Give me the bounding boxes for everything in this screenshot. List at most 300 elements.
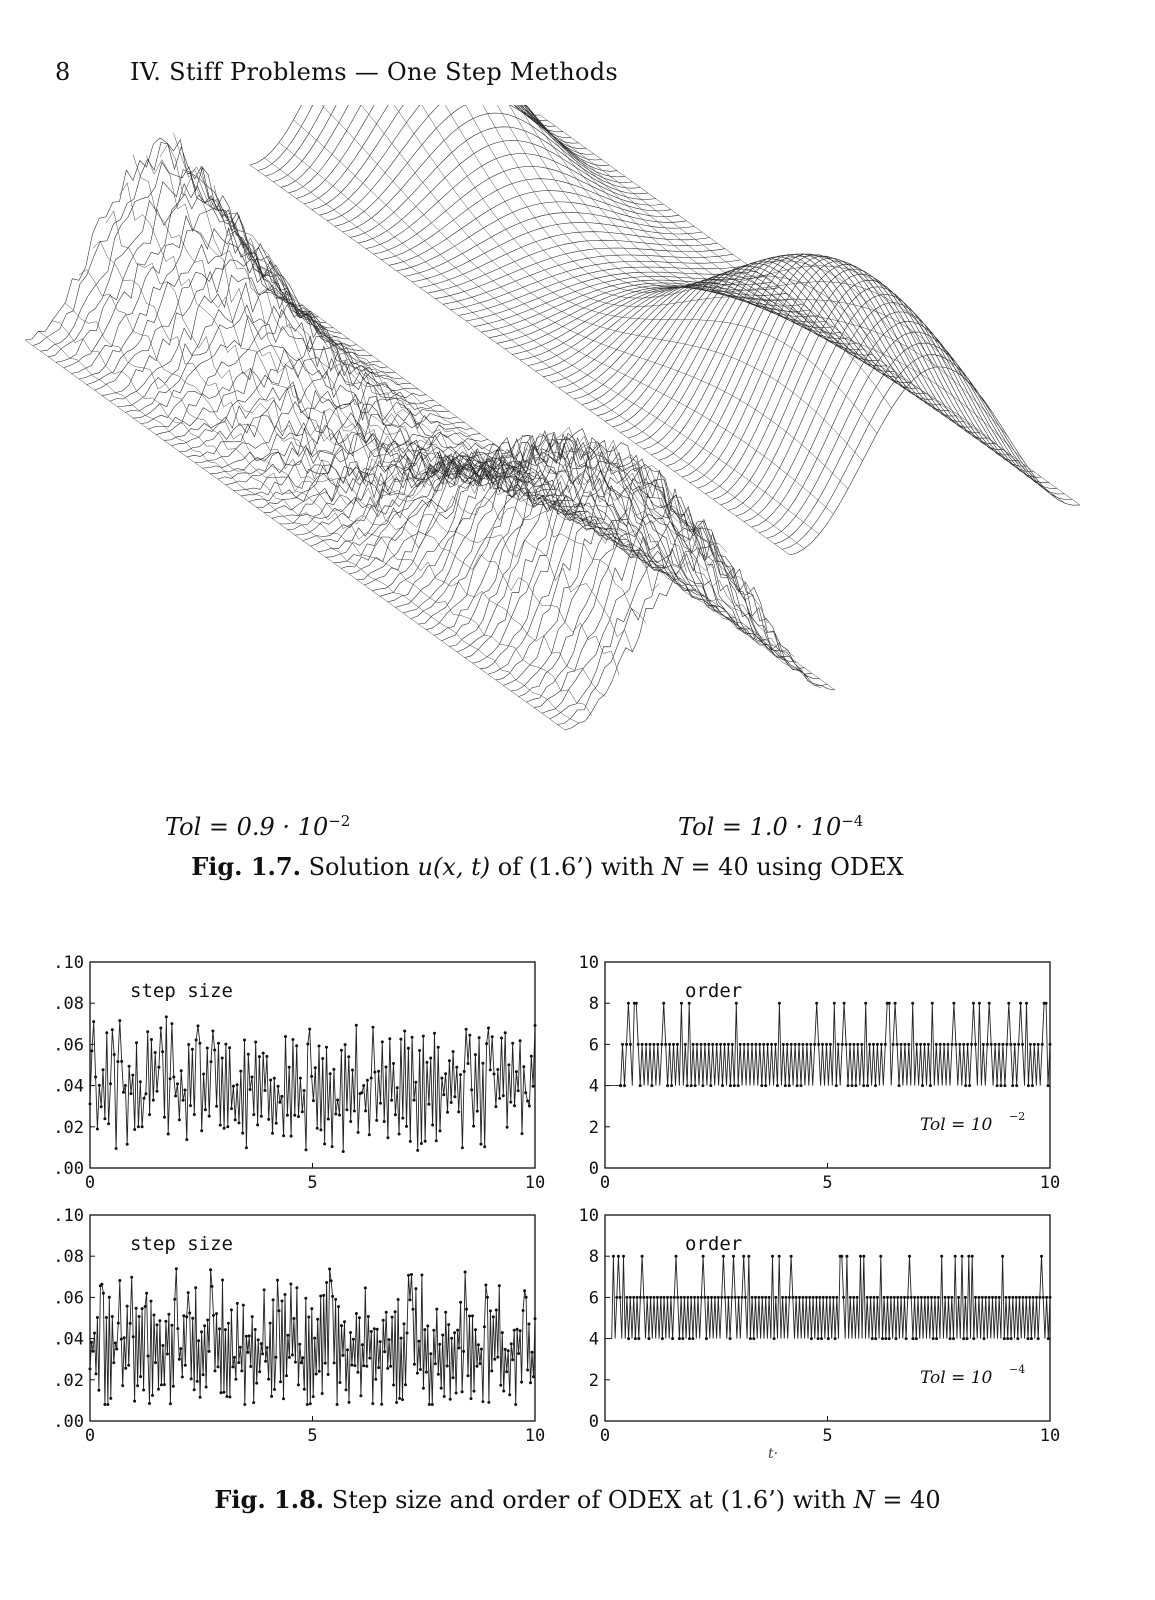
data-point: [352, 1338, 355, 1341]
data-point: [187, 1291, 190, 1294]
data-point: [202, 1073, 205, 1076]
data-point: [412, 1308, 415, 1311]
data-point: [291, 1353, 294, 1356]
y-tick-label: .08: [53, 1247, 84, 1268]
data-point: [221, 1057, 224, 1060]
data-point: [400, 1337, 403, 1340]
data-point: [856, 1043, 859, 1046]
data-point: [89, 1367, 92, 1370]
data-point: [197, 1339, 200, 1342]
data-point: [424, 1140, 427, 1143]
data-point: [98, 1084, 101, 1087]
data-point: [115, 1147, 118, 1150]
data-point: [683, 1296, 686, 1299]
data-point: [900, 1296, 903, 1299]
data-point: [157, 1388, 160, 1391]
data-point: [453, 1331, 456, 1334]
data-point: [663, 1296, 666, 1299]
data-point: [672, 1043, 675, 1046]
data-point: [156, 1090, 159, 1093]
data-point: [343, 1320, 346, 1323]
data-point: [873, 1296, 876, 1299]
data-point: [747, 1255, 750, 1258]
data-point: [880, 1043, 883, 1046]
data-point: [952, 1337, 955, 1340]
data-point: [528, 1105, 531, 1108]
data-point: [669, 1296, 672, 1299]
data-point: [422, 1387, 425, 1390]
data-point: [322, 1294, 325, 1297]
data-point: [502, 1094, 505, 1097]
data-point: [731, 1043, 734, 1046]
caption-text: Solution: [300, 853, 418, 881]
data-point: [647, 1337, 650, 1340]
data-point: [392, 1384, 395, 1387]
data-point: [782, 1043, 785, 1046]
data-point: [332, 1068, 335, 1071]
data-point: [440, 1077, 443, 1080]
data-point: [109, 1397, 112, 1400]
data-point: [866, 1084, 869, 1087]
data-point: [109, 1082, 112, 1085]
data-point: [801, 1296, 804, 1299]
data-point: [921, 1084, 924, 1087]
data-point: [437, 1373, 440, 1376]
data-point: [1025, 1296, 1028, 1299]
data-point: [741, 1296, 744, 1299]
data-point: [484, 1284, 487, 1287]
data-point: [182, 1099, 185, 1102]
data-point: [220, 1391, 223, 1394]
data-point: [1021, 1296, 1024, 1299]
data-point: [1049, 1296, 1052, 1299]
data-point: [670, 1084, 673, 1087]
data-point: [307, 1316, 310, 1319]
data-point: [444, 1311, 447, 1314]
data-point: [211, 1030, 214, 1033]
data-point: [847, 1084, 850, 1087]
data-point: [852, 1296, 855, 1299]
data-point: [1017, 1043, 1020, 1046]
data-point: [476, 1365, 479, 1368]
data-point: [107, 1122, 110, 1125]
data-point: [173, 1298, 176, 1301]
data-point: [380, 1403, 383, 1406]
data-point: [1011, 1296, 1014, 1299]
data-point: [237, 1361, 240, 1364]
data-point: [498, 1097, 501, 1100]
data-point: [249, 1365, 252, 1368]
data-point: [409, 1298, 412, 1301]
x-tick-label: 10: [524, 1173, 546, 1193]
data-point: [676, 1296, 679, 1299]
data-point: [144, 1305, 147, 1308]
data-point: [442, 1093, 445, 1096]
data-point: [809, 1043, 812, 1046]
data-point: [312, 1395, 315, 1398]
y-tick-label: .00: [53, 1159, 84, 1179]
x-tick-label: 0: [84, 1173, 96, 1193]
data-point: [389, 1365, 392, 1368]
data-point: [516, 1328, 519, 1331]
data-point: [751, 1043, 754, 1046]
data-point: [226, 1125, 229, 1128]
data-point: [121, 1384, 124, 1387]
data-point: [908, 1255, 911, 1258]
data-point: [717, 1296, 720, 1299]
data-point: [680, 1002, 683, 1005]
data-point: [662, 1002, 665, 1005]
data-point: [525, 1296, 528, 1299]
data-point: [944, 1296, 947, 1299]
data-point: [308, 1028, 311, 1031]
data-point: [637, 1337, 640, 1340]
data-point: [705, 1337, 708, 1340]
data-point: [206, 1319, 209, 1322]
data-point: [862, 1084, 865, 1087]
data-point: [239, 1346, 242, 1349]
data-point: [319, 1128, 322, 1131]
data-point: [954, 1043, 957, 1046]
data-point: [886, 1296, 889, 1299]
data-point: [281, 1300, 284, 1303]
data-point: [163, 1383, 166, 1386]
page-number: 8: [55, 58, 71, 86]
data-point: [821, 1043, 824, 1046]
running-head: IV. Stiff Problems — One Step Methods: [130, 58, 619, 86]
data-point: [742, 1255, 745, 1258]
data-point: [522, 1309, 525, 1312]
data-point: [318, 1045, 321, 1048]
data-point: [120, 1060, 123, 1063]
data-point: [744, 1296, 747, 1299]
data-point: [147, 1355, 150, 1358]
data-point: [252, 1113, 255, 1116]
data-point: [915, 1043, 918, 1046]
x-tick-label: 5: [307, 1426, 318, 1446]
data-point: [947, 1296, 950, 1299]
data-point: [218, 1327, 221, 1330]
data-point: [111, 1028, 114, 1031]
data-point: [888, 1337, 891, 1340]
data-point: [694, 1084, 697, 1087]
data-point: [345, 1388, 348, 1391]
data-point: [157, 1066, 160, 1069]
data-point: [455, 1066, 458, 1069]
caption-label: Fig. 1.8.: [214, 1485, 325, 1514]
data-point: [403, 1322, 406, 1325]
data-point: [492, 1315, 495, 1318]
data-point: [372, 1026, 375, 1029]
data-point: [845, 1043, 848, 1046]
data-point: [397, 1298, 400, 1301]
data-point: [425, 1371, 428, 1374]
data-point: [111, 1315, 114, 1318]
data-point: [619, 1296, 622, 1299]
data-point: [419, 1368, 422, 1371]
data-point: [191, 1317, 194, 1320]
data-point: [1013, 1043, 1016, 1046]
data-point: [184, 1364, 187, 1367]
data-point: [223, 1127, 226, 1130]
data-point: [388, 1338, 391, 1341]
data-point: [949, 1337, 952, 1340]
data-point: [284, 1035, 287, 1038]
data-point: [399, 1038, 402, 1041]
data-point: [426, 1325, 429, 1328]
data-point: [829, 1296, 832, 1299]
data-point: [444, 1072, 447, 1075]
data-point: [373, 1327, 376, 1330]
data-point: [495, 1309, 498, 1312]
data-point: [264, 1360, 267, 1363]
data-point: [130, 1276, 133, 1279]
caption-math: N: [853, 1486, 875, 1514]
data-point: [174, 1095, 177, 1098]
x-tick-label: 0: [84, 1426, 96, 1446]
data-point: [217, 1365, 220, 1368]
data-point: [935, 1043, 938, 1046]
data-point: [493, 1358, 496, 1361]
data-point: [524, 1091, 527, 1094]
chart-svg: [30, 950, 560, 1200]
data-point: [117, 1322, 120, 1325]
data-point: [923, 1296, 926, 1299]
data-point: [883, 1296, 886, 1299]
data-point: [1035, 1296, 1038, 1299]
data-point: [435, 1139, 438, 1142]
data-point: [691, 1337, 694, 1340]
data-point: [95, 1372, 98, 1375]
data-point: [432, 1329, 435, 1332]
data-point: [336, 1403, 339, 1406]
data-point: [733, 1084, 736, 1087]
data-point: [1003, 1337, 1006, 1340]
data-point: [972, 1337, 975, 1340]
data-point: [1005, 1296, 1008, 1299]
data-point: [467, 1062, 470, 1065]
data-point: [189, 1104, 192, 1107]
data-point: [383, 1120, 386, 1123]
data-point: [507, 1063, 510, 1066]
data-point: [185, 1138, 188, 1141]
data-point: [100, 1283, 103, 1286]
data-point: [124, 1084, 127, 1087]
surface-left-mesh: [25, 133, 835, 730]
data-point: [983, 1337, 986, 1340]
data-point: [929, 1084, 932, 1087]
caption-label: Fig. 1.7.: [191, 852, 301, 881]
data-point: [773, 1337, 776, 1340]
data-point: [660, 1043, 663, 1046]
data-point: [919, 1043, 922, 1046]
data-point: [159, 1027, 162, 1030]
data-point: [364, 1286, 367, 1289]
data-point: [688, 1337, 691, 1340]
data-point: [190, 1377, 193, 1380]
data-point: [422, 1035, 425, 1038]
data-point: [517, 1352, 520, 1355]
data-point: [641, 1043, 644, 1046]
data-point: [615, 1296, 618, 1299]
data-point: [230, 1308, 233, 1311]
data-point: [1030, 1337, 1033, 1340]
data-point: [409, 1140, 412, 1143]
data-point: [641, 1255, 644, 1258]
data-point: [998, 1296, 1001, 1299]
data-point: [895, 1337, 898, 1340]
data-point: [273, 1388, 276, 1391]
data-point: [446, 1365, 449, 1368]
data-point: [619, 1084, 622, 1087]
data-point: [664, 1043, 667, 1046]
data-point: [420, 1274, 423, 1277]
data-point: [499, 1384, 502, 1387]
data-point: [345, 1108, 348, 1111]
data-point: [1018, 1296, 1021, 1299]
chart-step-size-tol4: [30, 1203, 560, 1457]
data-point: [905, 1337, 908, 1340]
data-point: [153, 1314, 156, 1317]
data-point: [303, 1089, 306, 1092]
data-point: [808, 1296, 811, 1299]
data-point: [349, 1120, 352, 1123]
data-point: [342, 1150, 345, 1153]
data-point: [461, 1390, 464, 1393]
tol-right-text: Tol = 1.0 · 10: [678, 813, 842, 841]
data-point: [529, 1381, 532, 1384]
data-point: [116, 1060, 119, 1063]
data-point: [522, 1065, 525, 1068]
data-point: [465, 1028, 468, 1031]
data-point: [473, 1390, 476, 1393]
data-point: [357, 1131, 360, 1134]
data-point: [788, 1084, 791, 1087]
data-point: [373, 1071, 376, 1074]
data-point: [246, 1351, 249, 1354]
data-point: [337, 1305, 340, 1308]
data-point: [531, 1351, 534, 1354]
data-point: [927, 1043, 930, 1046]
data-point: [413, 1363, 416, 1366]
data-point: [911, 1337, 914, 1340]
data-point: [637, 1043, 640, 1046]
data-point: [176, 1082, 179, 1085]
data-point: [841, 1043, 844, 1046]
data-point: [338, 1114, 341, 1117]
data-point: [968, 1084, 971, 1087]
data-point: [889, 1296, 892, 1299]
data-point: [303, 1388, 306, 1391]
data-point: [778, 1255, 781, 1258]
data-point: [148, 1113, 151, 1116]
data-point: [986, 1043, 989, 1046]
data-point: [453, 1095, 456, 1098]
data-point: [776, 1084, 779, 1087]
chart-svg: [545, 1203, 1075, 1453]
data-point: [786, 1043, 789, 1046]
y-tick-label: .06: [53, 1035, 84, 1056]
data-point: [411, 1036, 414, 1039]
data-point: [876, 1043, 879, 1046]
data-point: [139, 1375, 142, 1378]
data-point: [212, 1314, 215, 1317]
data-point: [156, 1323, 159, 1326]
data-point: [406, 1332, 409, 1335]
data-point: [295, 1286, 298, 1289]
chart-step-size-tol2: [30, 950, 560, 1204]
data-point: [534, 1024, 537, 1027]
data-point: [383, 1350, 386, 1353]
data-point: [1009, 1043, 1012, 1046]
data-point: [234, 1118, 237, 1121]
y-tick-label: .10: [53, 953, 84, 973]
data-point: [271, 1132, 274, 1135]
data-point: [334, 1298, 337, 1301]
data-point: [269, 1079, 272, 1082]
data-point: [884, 1337, 887, 1340]
data-point: [1015, 1084, 1018, 1087]
data-point: [774, 1296, 777, 1299]
data-point: [284, 1293, 287, 1296]
data-point: [318, 1370, 321, 1373]
data-point: [325, 1281, 328, 1284]
data-point: [414, 1081, 417, 1084]
data-point: [371, 1402, 374, 1405]
data-point: [200, 1129, 203, 1132]
data-point: [727, 1296, 730, 1299]
data-point: [213, 1049, 216, 1052]
data-point: [966, 1337, 969, 1340]
data-point: [868, 1043, 871, 1046]
data-point: [145, 1292, 148, 1295]
data-point: [678, 1337, 681, 1340]
data-point: [170, 1324, 173, 1327]
data-point: [166, 1353, 169, 1356]
data-point: [794, 1043, 797, 1046]
data-point: [394, 1310, 397, 1313]
data-point: [1045, 1002, 1048, 1005]
series-line: [90, 1269, 535, 1405]
data-point: [431, 1124, 434, 1127]
data-point: [386, 1136, 389, 1139]
data-point: [331, 1145, 334, 1148]
data-point: [881, 1337, 884, 1340]
data-point: [461, 1146, 464, 1149]
data-point: [179, 1347, 182, 1350]
data-point: [359, 1394, 362, 1397]
data-point: [160, 1383, 163, 1386]
series-markers: [612, 1255, 1052, 1340]
data-point: [702, 1255, 705, 1258]
data-point: [176, 1327, 179, 1330]
data-point: [766, 1043, 769, 1046]
data-point: [208, 1350, 211, 1353]
data-point: [452, 1376, 455, 1379]
stray-axis-mark: t·: [768, 1446, 779, 1462]
data-point: [427, 1103, 430, 1106]
data-point: [937, 1296, 940, 1299]
panel-title: step size: [130, 980, 233, 1002]
data-point: [729, 1337, 732, 1340]
caption-math: N: [661, 853, 683, 881]
caption-text: Step size and order of ODEX at (1.6’) with: [324, 1486, 854, 1514]
data-point: [964, 1296, 967, 1299]
data-point: [825, 1296, 828, 1299]
data-point: [621, 1043, 624, 1046]
data-point: [813, 1043, 816, 1046]
data-point: [120, 1338, 123, 1341]
